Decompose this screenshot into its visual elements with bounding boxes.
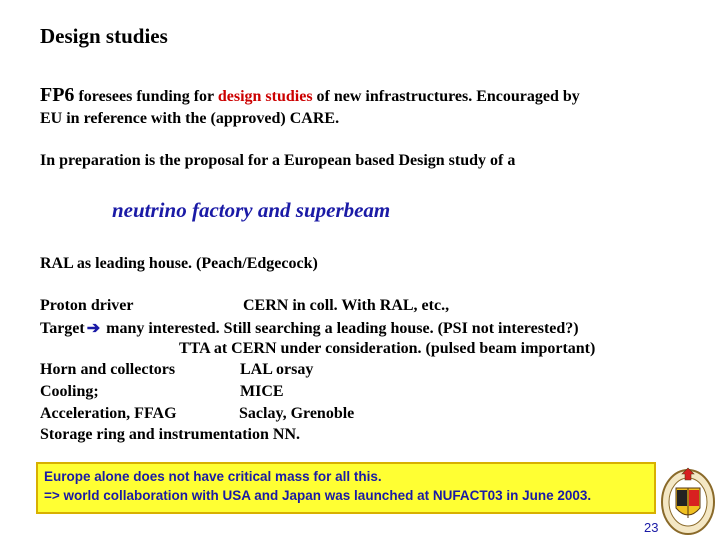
item-label: Target [40, 320, 85, 337]
callout-box [36, 462, 656, 514]
design-studies-highlight: design studies [217, 88, 313, 105]
item-value: Saclay, Grenoble [239, 405, 355, 422]
university-seal-icon [660, 464, 716, 541]
item-label: Storage ring and instrumentation NN. [40, 426, 301, 443]
slide-title: Design studies [40, 24, 168, 48]
item-value: many interested. Still searching a leading house. (PSI not interested?) [102, 320, 579, 337]
para1-text-b: of new infrastructures. Encouraged by [312, 88, 580, 105]
item-proton-driver [40, 297, 450, 315]
paragraph-ral: RAL as leading house. (Peach/Edgecock) [40, 255, 318, 272]
paragraph-preparation: In preparation is the proposal for a European based Design study of a [40, 152, 516, 169]
para1-text-a: foresees funding for [74, 88, 218, 105]
item-value: CERN in coll. With RAL, etc., [243, 297, 450, 314]
item-horn [40, 361, 314, 379]
item-value: TTA at CERN under consideration. (pulsed beam important) [179, 340, 596, 357]
item-target [40, 318, 579, 338]
neutrino-factory-heading: neutrino factory and superbeam [112, 198, 391, 222]
fp6-label: FP6 [40, 84, 75, 106]
item-label: Cooling; [40, 383, 99, 400]
paragraph-fp6 [40, 84, 580, 107]
item-label: Acceleration, FFAG [40, 405, 177, 422]
item-cooling [40, 383, 284, 401]
right-arrow-icon: ➔ [86, 320, 101, 337]
page-number: 23 [644, 520, 659, 535]
paragraph-fp6-line2: EU in reference with the (approved) CARE. [40, 110, 340, 127]
item-value: LAL orsay [240, 361, 314, 378]
item-storage-ring [40, 426, 300, 444]
item-acceleration [40, 405, 355, 423]
item-tta [179, 340, 595, 358]
callout-line-1: Europe alone does not have critical mass for all this. [44, 469, 382, 484]
item-label: Horn and collectors [40, 361, 176, 378]
item-value: MICE [240, 383, 284, 400]
item-label: Proton driver [40, 297, 134, 314]
callout-line-2: => world collaboration with USA and Japan was launched at NUFACT03 in June 2003. [44, 488, 592, 503]
